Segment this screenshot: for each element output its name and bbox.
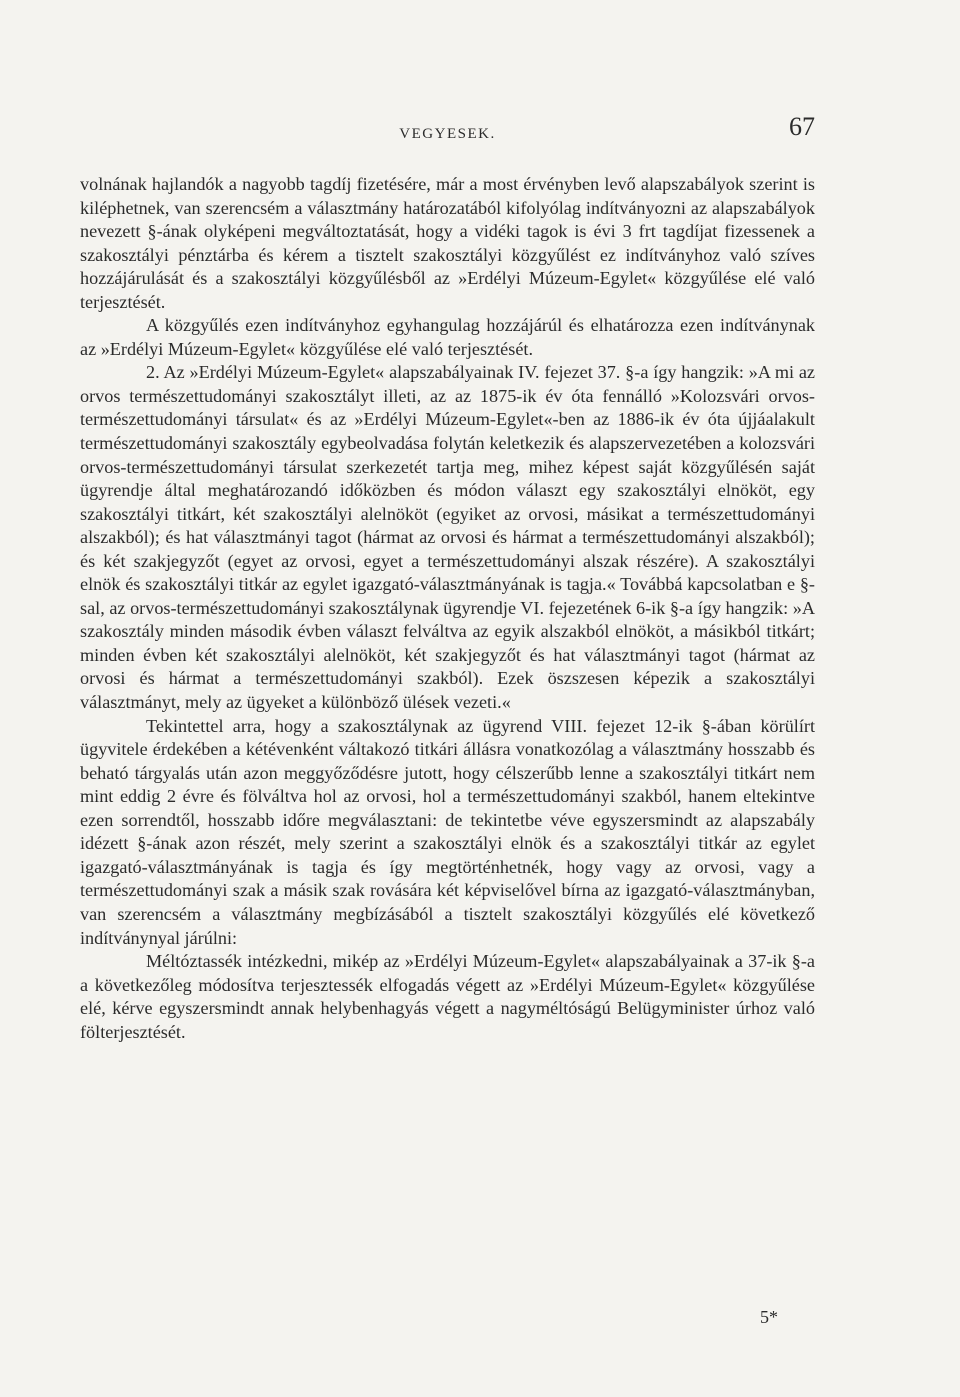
paragraph: Méltóztassék intézkedni, mikép az »Erdélyi Múzeum-Egylet« alapszabályainak a 37-ik §-a a következőleg módosítva terjesztessék elfogadás végett az »Erdélyi Múzeum-Egylet« közgyűlése elé, kérve egyszersmindt annak helybenhagyás végett a nagyméltóságú Belügyminister úrhoz való fölterjesztését. — [80, 951, 815, 1042]
paragraph: A közgyűlés ezen indítványhoz egyhangulag hozzájárúl és elhatározza ezen indítványnak az »Erdélyi Múzeum-Egylet« közgyűlése elé való terjesztését. — [80, 315, 815, 359]
running-head: VEGYESEK. — [399, 126, 496, 142]
body-text — [80, 173, 815, 1044]
paragraph: 2. Az »Erdélyi Múzeum-Egylet« alapszabályainak IV. fejezet 37. §-a így hangzik: »A mi az orvos természettudományi szakosztályt illeti, az az 1875-ik év óta fennálló »Kolozsvári orvos-természettudományi társulat« és az »Erdélyi Múzeum-Egylet«-ben az 1886-ik év óta újjáalakult természettudományi szakosztály egybeolvadása folytán keletkezik és alapszervezetében a kolozsvári orvos-természettudományi társulat szerkezetét tartja meg, mihez képest saját közgyűlésén saját ügyrendje által meghatározandó időközben és módon választ egy szakosztályi elnököt, egy szakosztályi titkárt, két szakosztályi alelnököt (egyiket az orvosi, másikat a természettudományi alszakból); és hat választmányi tagot (hármat az orvosi és hármat a természettudományi alszakból); és két szakjegyzőt (egyet az orvosi, egyet a természettudományi alszak részére). A szakosztályi elnök és szakosztályi titkár az egylet igazgató-választmányának is tagja.« Továbbá kapcsolatban e §-sal, az orvos-természettudományi szakosztálynak ügyrendje VI. fejezetének 6-ik §-a így hangzik: »A szakosztály minden második évben választ felváltva az egyik alszakból elnököt, a másikból titkárt; minden évben két szakosztályi alelnököt, két szakjegyzőt és hat választmányi tagot (hármat az orvosi és hármat a természettudományi szakból). Ezek öszszesen képezik a szakosztályi választmányt, mely az ügyeket a különböző ülések vezeti.« — [80, 362, 815, 713]
paragraph: Tekintettel arra, hogy a szakosztálynak az ügyrend VIII. fejezet 12-ik §-ában körülírt ügyvitele érdekében a kétévenként váltakozó titkári állásra vonatkozólag a választmány hosszabb és beható tárgyalás után azon meggyőződésre jutott, hogy célszerűbb lenne a szakosztályi titkárt nem mint eddig 2 évre és fölváltva hol az orvosi, hol a természettudományi szakból, hanem eltekintve ezen sorrendtől, hosszabb időre megválasztani: de tekintetbe véve egyszersmindt az alapszabály idézett §-ának azon részét, mely szerint a szakosztályi elnök és a szakosztályi titkár az egylet igazgató-választmányának is tagja és így megtörténhetnék, hogy vagy az orvosi, vagy a természettudományi szak a másik szak rovására két képviselővel bírna az igazgató-választmányban, van szerencsém a választmány megbízásából a tisztelt szakosztályi közgyűlés elé következő indítványnyal járúlni: — [80, 715, 815, 948]
page-number: 67 — [789, 112, 815, 141]
page-header — [80, 104, 815, 148]
signature-mark: 5* — [760, 1307, 778, 1327]
paragraph: volnának hajlandók a nagyobb tagdíj fizetésére, már a most érvényben levő alapszabályok szerint is kiléphetnek, van szerencsém a választmány határozatából kifolyólag indítványozni az alapszabályok nevezett §-ának olyképeni megváltoztatását, hogy a vidéki tagok is évi 3 frt tagdíjat fizessenek a szakosztályi pénztárba és kérem a tisztelt szakosztályi közgyűlést ez indítványhoz való szíves hozzájárulását és a szakosztályi közgyűlésből az »Erdélyi Múzeum-Egylet« közgyűlése elé való terjesztését. — [80, 174, 815, 312]
